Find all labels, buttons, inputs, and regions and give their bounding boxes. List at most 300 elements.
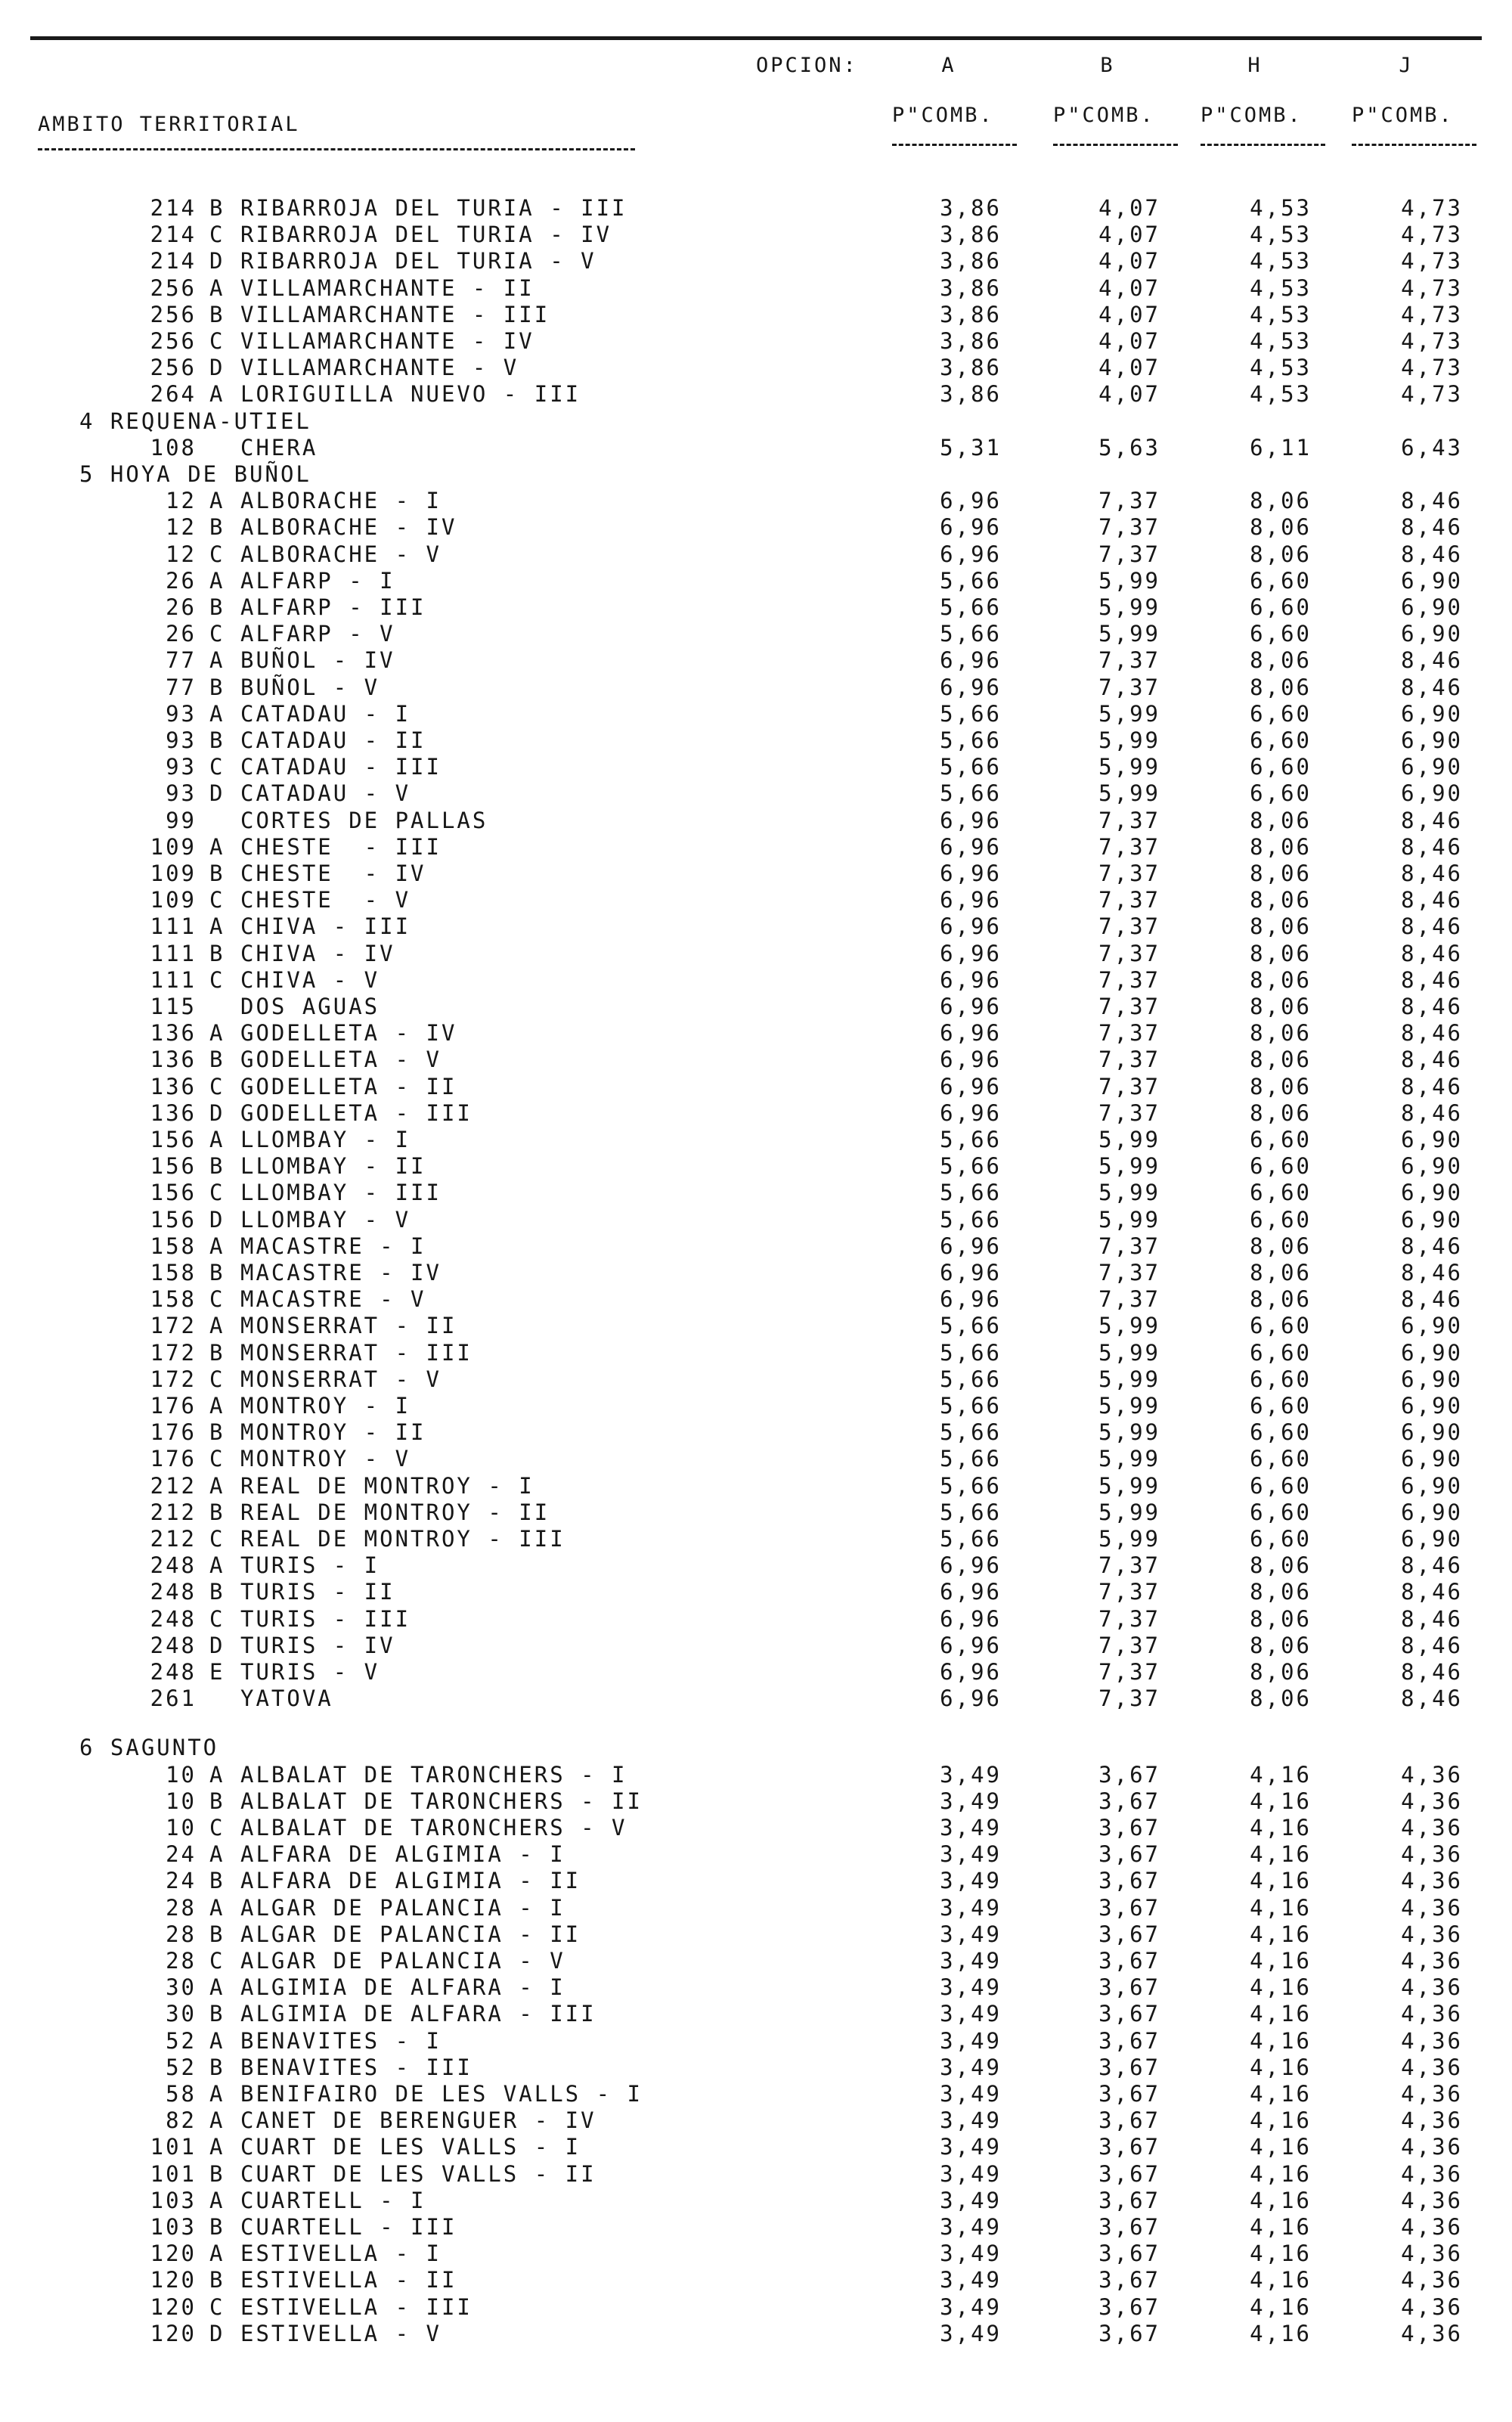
value-option-a: 3,86 [940, 248, 1002, 274]
municipality-name: ALGAR DE PALANCIA - II [240, 1921, 581, 1947]
value-option-a: 3,49 [940, 1841, 1002, 1867]
value-option-h: 8,06 [1250, 1233, 1312, 1259]
zone-suffix: B [209, 2161, 225, 2187]
municipality-name: GODELLETA - IV [240, 1020, 457, 1046]
value-option-a: 3,49 [940, 2267, 1002, 2293]
value-option-b: 5,99 [1098, 1366, 1160, 1392]
municipality-code: 212 [150, 1499, 197, 1525]
value-option-h: 8,06 [1250, 1633, 1312, 1658]
value-option-h: 8,06 [1250, 1552, 1312, 1578]
municipality-name: BUÑOL - IV [240, 647, 395, 673]
value-option-h: 4,53 [1250, 381, 1312, 407]
value-option-a: 3,86 [940, 195, 1002, 221]
value-option-h: 4,16 [1250, 1868, 1312, 1893]
value-option-a: 5,66 [940, 1499, 1002, 1525]
value-option-j: 4,36 [1401, 1762, 1463, 1788]
value-option-h: 6,60 [1250, 1526, 1312, 1552]
table-row [0, 514, 1512, 540]
value-option-j: 8,46 [1401, 1260, 1463, 1285]
value-option-b: 4,07 [1098, 355, 1160, 380]
municipality-name: MONSERRAT - V [240, 1366, 442, 1392]
value-option-b: 7,37 [1098, 488, 1160, 513]
zone-suffix: A [209, 1974, 225, 2000]
value-option-h: 6,11 [1250, 435, 1312, 461]
zone-suffix: A [209, 2241, 225, 2266]
table-row [0, 1340, 1512, 1366]
municipality-name: BENAVITES - III [240, 2055, 472, 2080]
zone-suffix: A [209, 1127, 225, 1152]
municipality-name: MACASTRE - I [240, 1233, 426, 1259]
value-option-h: 8,06 [1250, 541, 1312, 567]
value-option-a: 6,96 [940, 1074, 1002, 1099]
value-option-a: 5,66 [940, 594, 1002, 620]
zone-suffix: C [209, 1526, 225, 1552]
municipality-code: 248 [150, 1552, 197, 1578]
zone-suffix: A [209, 1841, 225, 1867]
value-option-j: 4,36 [1401, 2161, 1463, 2187]
municipality-name: TURIS - II [240, 1579, 395, 1605]
zone-suffix: B [209, 302, 225, 327]
municipality-code: 10 [166, 1762, 197, 1788]
value-option-h: 4,16 [1250, 2321, 1312, 2346]
value-option-a: 6,96 [940, 1233, 1002, 1259]
municipality-name: CHIVA - V [240, 967, 380, 993]
value-option-b: 5,63 [1098, 435, 1160, 461]
value-option-b: 3,67 [1098, 2134, 1160, 2160]
zone-suffix: B [209, 861, 225, 886]
value-option-a: 5,66 [940, 780, 1002, 806]
zone-suffix: C [209, 1948, 225, 1974]
value-option-j: 4,36 [1401, 2214, 1463, 2240]
zone-suffix: D [209, 248, 225, 274]
value-option-a: 6,96 [940, 1047, 1002, 1072]
value-option-j: 8,46 [1401, 887, 1463, 913]
section-title: 6 SAGUNTO [79, 1735, 219, 1760]
table-row [0, 1473, 1512, 1499]
municipality-name: CHESTE - IV [240, 861, 426, 886]
value-option-h: 4,16 [1250, 2214, 1312, 2240]
table-row [0, 435, 1512, 461]
value-option-b: 7,37 [1098, 1233, 1160, 1259]
zone-suffix: B [209, 675, 225, 700]
value-option-h: 4,16 [1250, 2028, 1312, 2054]
value-option-b: 5,99 [1098, 1153, 1160, 1179]
zone-suffix: C [209, 1074, 225, 1099]
municipality-name: ESTIVELLA - III [240, 2294, 472, 2320]
value-option-a: 3,86 [940, 381, 1002, 407]
value-option-a: 3,49 [940, 1815, 1002, 1841]
value-option-b: 3,67 [1098, 1788, 1160, 1814]
zone-suffix: B [209, 941, 225, 966]
zone-suffix: D [209, 355, 225, 380]
value-option-a: 6,96 [940, 1579, 1002, 1605]
table-row [0, 2267, 1512, 2293]
value-option-h: 4,16 [1250, 1895, 1312, 1921]
value-option-b: 7,37 [1098, 1074, 1160, 1099]
municipality-code: 103 [150, 2188, 197, 2213]
value-option-a: 3,49 [940, 2134, 1002, 2160]
table-row [0, 780, 1512, 806]
zone-suffix: B [209, 1579, 225, 1605]
value-option-h: 6,60 [1250, 780, 1312, 806]
value-option-a: 3,49 [940, 2161, 1002, 2187]
municipality-code: 136 [150, 1100, 197, 1126]
table-row [0, 328, 1512, 354]
municipality-code: 26 [166, 621, 197, 647]
municipality-name: ESTIVELLA - V [240, 2321, 442, 2346]
value-option-j: 6,90 [1401, 1366, 1463, 1392]
table-row [0, 195, 1512, 221]
value-option-b: 7,37 [1098, 675, 1160, 700]
zone-suffix: A [209, 701, 225, 727]
value-option-a: 6,96 [940, 994, 1002, 1019]
municipality-code: 30 [166, 2001, 197, 2027]
value-option-b: 5,99 [1098, 701, 1160, 727]
value-option-a: 5,66 [940, 1340, 1002, 1366]
zone-suffix: C [209, 222, 225, 247]
value-option-b: 7,37 [1098, 1552, 1160, 1578]
value-option-a: 6,96 [940, 1020, 1002, 1046]
municipality-code: 176 [150, 1393, 197, 1419]
municipality-code: 24 [166, 1868, 197, 1893]
value-option-h: 8,06 [1250, 1020, 1312, 1046]
municipality-code: 256 [150, 328, 197, 354]
municipality-code: 12 [166, 541, 197, 567]
municipality-code: 52 [166, 2055, 197, 2080]
municipality-name: CHESTE - III [240, 834, 442, 860]
municipality-code: 172 [150, 1366, 197, 1392]
value-option-b: 3,67 [1098, 1974, 1160, 2000]
value-option-a: 6,96 [940, 913, 1002, 939]
municipality-code: 172 [150, 1340, 197, 1366]
value-option-b: 7,37 [1098, 808, 1160, 833]
municipality-code: 136 [150, 1074, 197, 1099]
value-option-b: 5,99 [1098, 1499, 1160, 1525]
col-a-unit: P"COMB. [892, 104, 994, 127]
ambito-territorial-label: AMBITO TERRITORIAL [38, 113, 300, 136]
col-j-unit: P"COMB. [1352, 104, 1454, 127]
value-option-h: 6,60 [1250, 1207, 1312, 1233]
value-option-h: 6,60 [1250, 1127, 1312, 1152]
value-option-b: 7,37 [1098, 1579, 1160, 1605]
value-option-j: 4,36 [1401, 1974, 1463, 2000]
value-option-b: 7,37 [1098, 887, 1160, 913]
value-option-b: 3,67 [1098, 1948, 1160, 1974]
value-option-b: 4,07 [1098, 302, 1160, 327]
value-option-b: 7,37 [1098, 1606, 1160, 1632]
table-row [0, 1207, 1512, 1233]
table-row [0, 2321, 1512, 2346]
zone-suffix: B [209, 1419, 225, 1445]
municipality-name: LLOMBAY - I [240, 1127, 411, 1152]
value-option-a: 5,66 [940, 621, 1002, 647]
value-option-a: 6,96 [940, 541, 1002, 567]
municipality-code: 109 [150, 887, 197, 913]
value-option-j: 4,36 [1401, 1921, 1463, 1947]
municipality-code: 101 [150, 2161, 197, 2187]
municipality-name: TURIS - I [240, 1552, 380, 1578]
zone-suffix: D [209, 1100, 225, 1126]
municipality-name: ALBALAT DE TARONCHERS - I [240, 1762, 627, 1788]
value-option-a: 5,31 [940, 435, 1002, 461]
table-row [0, 887, 1512, 913]
municipality-name: RIBARROJA DEL TURIA - V [240, 248, 596, 274]
municipality-code: 99 [166, 808, 197, 833]
value-option-b: 5,99 [1098, 1446, 1160, 1471]
value-option-h: 8,06 [1250, 941, 1312, 966]
value-option-a: 5,66 [940, 1313, 1002, 1338]
value-option-j: 4,36 [1401, 2028, 1463, 2054]
section-title: 4 REQUENA-UTIEL [79, 408, 311, 434]
table-row [0, 808, 1512, 833]
municipality-code: 156 [150, 1127, 197, 1152]
value-option-j: 4,36 [1401, 1788, 1463, 1814]
table-row [0, 594, 1512, 620]
table-row [0, 647, 1512, 673]
value-option-a: 3,49 [940, 1921, 1002, 1947]
table-row [0, 1313, 1512, 1338]
value-option-j: 6,90 [1401, 1340, 1463, 1366]
value-option-j: 4,36 [1401, 2241, 1463, 2266]
municipality-code: 261 [150, 1685, 197, 1711]
value-option-j: 6,90 [1401, 1180, 1463, 1205]
municipality-name: VILLAMARCHANTE - II [240, 275, 534, 301]
municipality-code: 156 [150, 1180, 197, 1205]
value-option-j: 6,90 [1401, 1313, 1463, 1338]
value-option-j: 4,73 [1401, 355, 1463, 380]
value-option-a: 3,49 [940, 2188, 1002, 2213]
zone-suffix: B [209, 1921, 225, 1947]
municipality-code: 52 [166, 2028, 197, 2054]
value-option-j: 8,46 [1401, 967, 1463, 993]
value-option-h: 8,06 [1250, 913, 1312, 939]
table-row [0, 913, 1512, 939]
municipality-code: 24 [166, 1841, 197, 1867]
municipality-name: CATADAU - II [240, 727, 426, 753]
zone-suffix: A [209, 2028, 225, 2054]
municipality-name: TURIS - III [240, 1606, 411, 1632]
municipality-code: 103 [150, 2214, 197, 2240]
value-option-h: 4,16 [1250, 1841, 1312, 1867]
value-option-b: 3,67 [1098, 2294, 1160, 2320]
value-option-b: 5,99 [1098, 1313, 1160, 1338]
zone-suffix: B [209, 514, 225, 540]
table-row [0, 861, 1512, 886]
value-option-j: 8,46 [1401, 1633, 1463, 1658]
municipality-name: CATADAU - I [240, 701, 411, 727]
value-option-j: 4,36 [1401, 2294, 1463, 2320]
table-row [0, 1526, 1512, 1552]
value-option-h: 6,60 [1250, 1180, 1312, 1205]
value-option-h: 6,60 [1250, 1446, 1312, 1471]
value-option-b: 3,67 [1098, 2241, 1160, 2266]
value-option-a: 5,66 [940, 701, 1002, 727]
municipality-code: 256 [150, 302, 197, 327]
municipality-code: 248 [150, 1633, 197, 1658]
value-option-a: 5,66 [940, 1526, 1002, 1552]
municipality-code: 10 [166, 1815, 197, 1841]
opcion-label: OPCION: [756, 54, 858, 77]
section-title: 5 HOYA DE BUÑOL [79, 461, 311, 487]
value-option-h: 8,06 [1250, 861, 1312, 886]
value-option-a: 5,66 [940, 754, 1002, 780]
table-row [0, 222, 1512, 247]
municipality-name: ALBORACHE - V [240, 541, 442, 567]
municipality-name: ALGIMIA DE ALFARA - III [240, 2001, 596, 2027]
municipality-code: 77 [166, 675, 197, 700]
value-option-a: 5,66 [940, 1127, 1002, 1152]
zone-suffix: C [209, 967, 225, 993]
value-option-b: 5,99 [1098, 1180, 1160, 1205]
municipality-name: CUART DE LES VALLS - II [240, 2161, 596, 2187]
value-option-b: 5,99 [1098, 1127, 1160, 1152]
value-option-a: 5,66 [940, 1180, 1002, 1205]
municipality-name: LLOMBAY - III [240, 1180, 442, 1205]
value-option-j: 8,46 [1401, 1047, 1463, 1072]
municipality-code: 10 [166, 1788, 197, 1814]
value-option-b: 5,99 [1098, 754, 1160, 780]
table-row [0, 488, 1512, 513]
value-option-a: 3,86 [940, 222, 1002, 247]
municipality-code: 248 [150, 1659, 197, 1685]
table-row [0, 994, 1512, 1019]
municipality-code: 77 [166, 647, 197, 673]
value-option-h: 4,53 [1250, 248, 1312, 274]
value-option-h: 6,60 [1250, 594, 1312, 620]
value-option-b: 3,67 [1098, 2081, 1160, 2107]
municipality-name: MACASTRE - V [240, 1286, 426, 1312]
value-option-b: 3,67 [1098, 2267, 1160, 2293]
value-option-b: 5,99 [1098, 780, 1160, 806]
value-option-b: 3,67 [1098, 1868, 1160, 1893]
municipality-code: 93 [166, 754, 197, 780]
table-row [0, 834, 1512, 860]
value-option-h: 4,53 [1250, 355, 1312, 380]
table-row [0, 1446, 1512, 1471]
zone-suffix: B [209, 1047, 225, 1072]
zone-suffix: A [209, 488, 225, 513]
value-option-h: 4,16 [1250, 2001, 1312, 2027]
table-row [0, 1419, 1512, 1445]
value-option-j: 8,46 [1401, 808, 1463, 833]
value-option-j: 8,46 [1401, 1579, 1463, 1605]
value-option-b: 7,37 [1098, 834, 1160, 860]
value-option-a: 6,96 [940, 1552, 1002, 1578]
value-option-j: 8,46 [1401, 913, 1463, 939]
value-option-a: 6,96 [940, 887, 1002, 913]
table-row [0, 568, 1512, 594]
municipality-name: CORTES DE PALLAS [240, 808, 488, 833]
value-option-h: 4,16 [1250, 1815, 1312, 1841]
value-option-h: 4,53 [1250, 275, 1312, 301]
zone-suffix: A [209, 1233, 225, 1259]
municipality-code: 120 [150, 2294, 197, 2320]
zone-suffix: C [209, 1606, 225, 1632]
value-option-b: 7,37 [1098, 514, 1160, 540]
value-option-h: 8,06 [1250, 994, 1312, 1019]
zone-suffix: C [209, 1366, 225, 1392]
value-option-j: 6,90 [1401, 1473, 1463, 1499]
col-b-underline [1053, 144, 1178, 146]
table-row [0, 2134, 1512, 2160]
value-option-a: 5,66 [940, 1446, 1002, 1471]
value-option-h: 4,16 [1250, 1974, 1312, 2000]
municipality-code: 111 [150, 967, 197, 993]
municipality-name: CUARTELL - I [240, 2188, 426, 2213]
table-row [0, 1762, 1512, 1788]
value-option-b: 5,99 [1098, 594, 1160, 620]
option-h-header: H [1247, 54, 1263, 77]
table-row [0, 541, 1512, 567]
option-b-header: B [1100, 54, 1115, 77]
municipality-code: 256 [150, 275, 197, 301]
municipality-code: 120 [150, 2321, 197, 2346]
value-option-h: 4,16 [1250, 2161, 1312, 2187]
municipality-code: 120 [150, 2267, 197, 2293]
municipality-name: TURIS - V [240, 1659, 380, 1685]
value-option-j: 4,73 [1401, 381, 1463, 407]
value-option-b: 4,07 [1098, 195, 1160, 221]
municipality-name: LLOMBAY - II [240, 1153, 426, 1179]
table-row [0, 1815, 1512, 1841]
value-option-b: 7,37 [1098, 647, 1160, 673]
value-option-j: 8,46 [1401, 1100, 1463, 1126]
value-option-j: 8,46 [1401, 1685, 1463, 1711]
municipality-code: 26 [166, 594, 197, 620]
value-option-h: 8,06 [1250, 967, 1312, 993]
municipality-name: LLOMBAY - V [240, 1207, 411, 1233]
municipality-name: CHIVA - III [240, 913, 411, 939]
municipality-code: 115 [150, 994, 197, 1019]
value-option-j: 8,46 [1401, 941, 1463, 966]
value-option-b: 3,67 [1098, 1762, 1160, 1788]
zone-suffix: C [209, 621, 225, 647]
municipality-code: 176 [150, 1419, 197, 1445]
value-option-a: 3,49 [940, 2055, 1002, 2080]
table-row [0, 1047, 1512, 1072]
table-row [0, 2055, 1512, 2080]
zone-suffix: E [209, 1659, 225, 1685]
table-row [0, 1841, 1512, 1867]
municipality-name: REAL DE MONTROY - III [240, 1526, 565, 1552]
municipality-name: ALBORACHE - I [240, 488, 442, 513]
municipality-name: MONSERRAT - II [240, 1313, 457, 1338]
zone-suffix: B [209, 2055, 225, 2080]
municipality-name: RIBARROJA DEL TURIA - III [240, 195, 627, 221]
zone-suffix: A [209, 834, 225, 860]
municipality-name: VILLAMARCHANTE - IV [240, 328, 534, 354]
value-option-j: 8,46 [1401, 1286, 1463, 1312]
table-row [0, 621, 1512, 647]
municipality-name: BUÑOL - V [240, 675, 380, 700]
zone-suffix: A [209, 381, 225, 407]
value-option-b: 3,67 [1098, 2161, 1160, 2187]
municipality-name: ESTIVELLA - I [240, 2241, 442, 2266]
value-option-a: 6,96 [940, 1286, 1002, 1312]
value-option-j: 6,90 [1401, 701, 1463, 727]
municipality-name: ESTIVELLA - II [240, 2267, 457, 2293]
municipality-name: CHESTE - V [240, 887, 411, 913]
municipality-name: ALFARA DE ALGIMIA - I [240, 1841, 565, 1867]
zone-suffix: C [209, 887, 225, 913]
municipality-code: 111 [150, 941, 197, 966]
value-option-b: 5,99 [1098, 1473, 1160, 1499]
municipality-name: ALBALAT DE TARONCHERS - V [240, 1815, 627, 1841]
value-option-b: 3,67 [1098, 1815, 1160, 1841]
value-option-h: 8,06 [1250, 488, 1312, 513]
value-option-a: 6,96 [940, 1606, 1002, 1632]
value-option-a: 6,96 [940, 834, 1002, 860]
